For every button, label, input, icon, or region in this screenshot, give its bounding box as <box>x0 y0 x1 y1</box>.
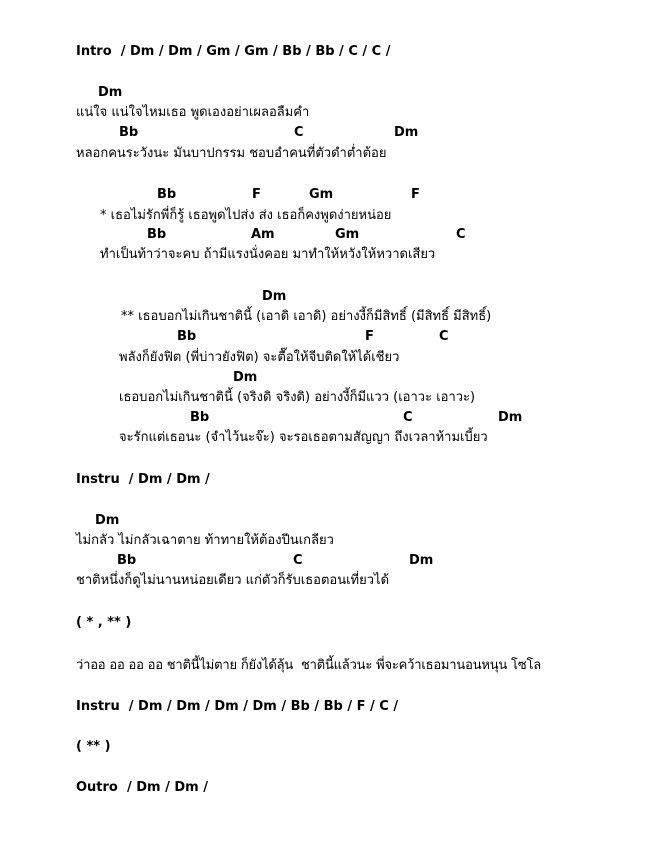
repeat-marker: ( * , ** ) <box>76 615 132 630</box>
chord-gm: Gm <box>335 227 360 242</box>
lyric-line: ** เธอบอกไม่เกินชาตินี้ (เอาดิ เอาดิ) อย่างงี้ก็มีสิทธิ์ (มีสิทธิ์ มีสิทธิ์) <box>121 309 492 324</box>
lyric-line: เธอบอกไม่เกินชาตินี้ (จริงดิ จริงดิ) อย่างงี้ก็มีแวว (เอาวะ เอาวะ) <box>119 390 476 405</box>
instru-label: Instru <box>76 699 120 714</box>
chord-dm: Dm <box>409 553 434 568</box>
chord-bb: Bb <box>117 553 137 568</box>
repeat-marker: ( ** ) <box>76 739 111 754</box>
instru-label: Instru <box>76 472 120 487</box>
lyric-line: ไม่กลัว ไม่กลัวเฉาตาย ท้าทายให้ต้องปีนเกลียว <box>76 533 334 548</box>
instru-line <box>76 700 398 713</box>
chord-c: C <box>403 410 413 425</box>
chord-bb: Bb <box>119 125 139 140</box>
lyric-line: ทำเป็นท้าว่าจะคบ ถ้ามีแรงนั่งคอย มาทำให้หวังให้หวาดเสียว <box>100 247 436 262</box>
instru-line <box>76 473 210 486</box>
chord-c: C <box>293 553 303 568</box>
outro-chords: / Dm / Dm / <box>126 780 208 795</box>
lyric-line: พลังก็ยังฟิต (พี่บ่าวยังฟิต) จะตื๊อให้จีบติดให้ได้เชียว <box>119 350 400 365</box>
chord-bb: Bb <box>190 410 210 425</box>
intro-line <box>76 45 390 58</box>
outro-line <box>76 781 208 794</box>
spoken-line: ว่าออ ออ ออ ออ ชาตินี้ไม่ตาย ก็ยังได้ลุ้น ชาตินี้แล้วนะ พี่จะคว้าเธอมานอนหนุน โซโล <box>76 658 542 673</box>
lyric-line: ชาติหนึ่งก็ดูไม่นานหน่อยเดียว แก่ตัวก็รับเธอตอนเที่ยวได้ <box>76 573 390 588</box>
chord-dm: Dm <box>233 370 258 385</box>
chord-dm: Dm <box>394 125 419 140</box>
outro-label: Outro <box>76 780 118 795</box>
intro-chords: / Dm / Dm / Gm / Gm / Bb / Bb / C / C / <box>120 44 391 59</box>
lyric-line: จะรักแต่เธอนะ (จำไว้นะจ๊ะ) จะรอเธอตามสัญญา ถึงเวลาห้ามเบี้ยว <box>119 430 488 445</box>
intro-label: Intro <box>76 44 112 59</box>
chord-c: C <box>439 329 449 344</box>
chord-dm: Dm <box>262 289 287 304</box>
lyric-line: หลอกคนระวังนะ มันบาปกรรม ชอบอำคนที่ตัวดำต่ำต้อย <box>76 146 387 161</box>
chord-dm: Dm <box>95 513 120 528</box>
chord-f: F <box>365 329 374 344</box>
chord-bb: Bb <box>147 227 167 242</box>
chord-gm: Gm <box>309 187 334 202</box>
chord-c: C <box>456 227 466 242</box>
chord-bb: Bb <box>157 187 177 202</box>
chord-dm: Dm <box>98 85 123 100</box>
lyric-line: * เธอไม่รักพี่ก็รู้ เธอพูดไปส่ง ส่ง เธอก็คงพูดง่ายหน่อย <box>100 208 392 223</box>
chord-c: C <box>294 125 304 140</box>
chord-bb: Bb <box>177 329 197 344</box>
instru-chords: / Dm / Dm / <box>128 472 210 487</box>
chord-am: Am <box>251 227 275 242</box>
instru-chords: / Dm / Dm / Dm / Dm / Bb / Bb / F / C / <box>128 699 399 714</box>
chord-dm: Dm <box>498 410 523 425</box>
chord-f: F <box>252 187 261 202</box>
chord-f: F <box>411 187 420 202</box>
lyric-line: แน่ใจ แน่ใจไหมเธอ พูดเองอย่าเผลอลืมคำ <box>76 105 310 120</box>
